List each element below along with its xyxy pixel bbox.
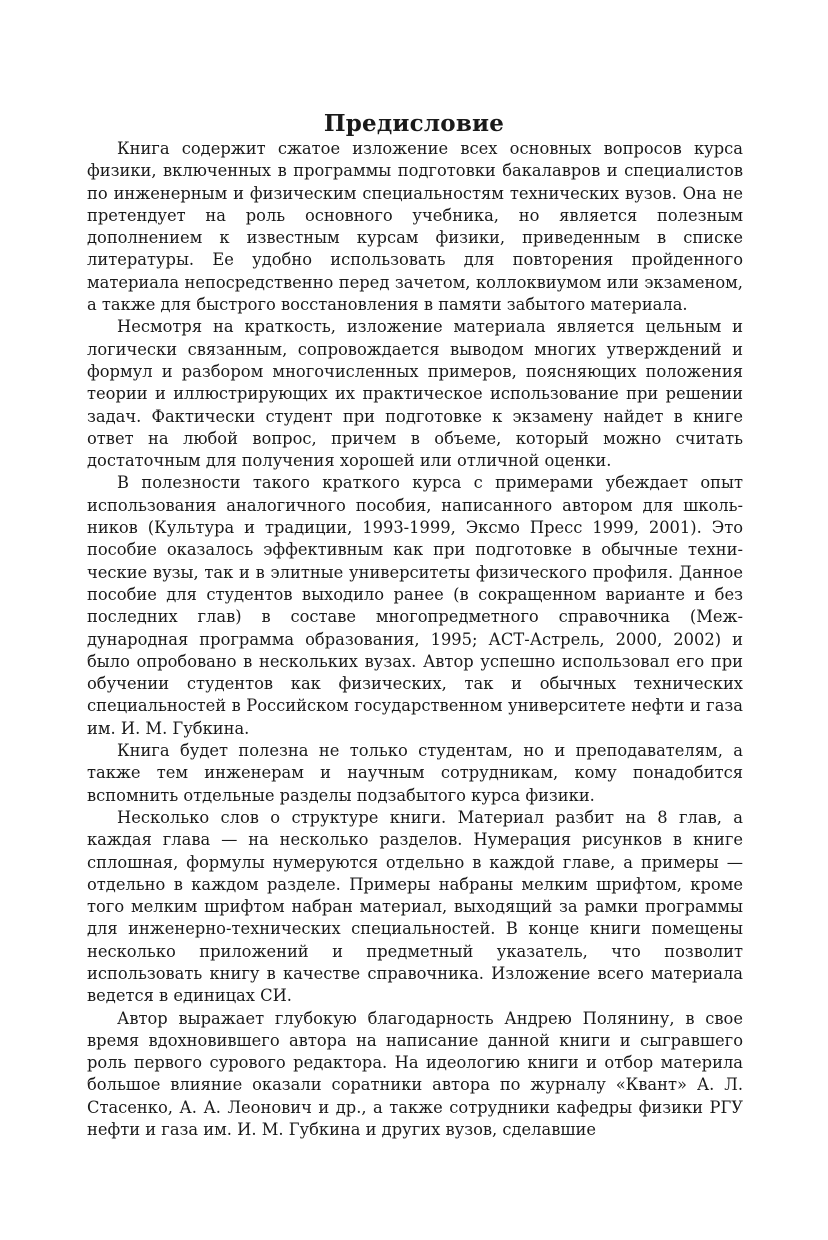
- paragraph-4: Книга будет полезна не только студентам, но и преподавателям, а также тем инженерам и научным сотрудникам, кому понадобится вспомнить отдельные разделы подзабытого курса физики.: [87, 741, 743, 805]
- paragraph-1: Книга содержит сжатое изложение всех основных вопросов курса физики, включенных в программы подготовки бакалавров и специалистов по инженерным и физическим специальностям технических вузов. Она не претендует на роль основного учебника, но является полезным дополнением к известным курсам физики, приведенным в списке литературы. Ее удобно использовать для повторения пройденного материала непосредственно перед зачетом, коллоквиумом или экзаменом, а также для быстрого восстановления в памяти забытого материала.: [87, 139, 743, 315]
- preface-body: [87, 138, 743, 1141]
- paragraph-3: В полезности такого краткого курса с примерами убеждает опыт использования аналогичного пособия, написанного автором для школьников (Культура и традиции, 1993-1999, Эксмо Пресс 1999, 2001). Это пособие оказалось эффективным как при подготовке в обычные технические вузы, так и в элитные университеты физического профиля. Данное пособие для студентов выходило ранее (в сокращенном варианте и без последних глав) в составе многопредметного справочника (Международная программа образования, 1995; АСТ-Астрель, 2000, 2002) и было опробовано в нескольких вузах. Автор успешно использовал его при обучении студентов как физических, так и обычных технических специальностей в Российском государственном университете нефти и газа им. И. М. Губкина.: [87, 473, 743, 738]
- page-title: Предисловие: [323, 110, 505, 138]
- paragraph-2: Несмотря на краткость, изложение материала является цельным и логически связанным, сопровождается выводом многих утверждений и формул и разбором многочисленных примеров, поясняющих положения теории и иллюстрирующих их практическое использование при решении задач. Фактически студент при подготовке к экзамену найдет в книге ответ на любой вопрос, причем в объеме, который можно считать достаточным для получения хорошей или отличной оценки.: [87, 317, 743, 471]
- paragraph-6: Автор выражает глубокую благодарность Андрею Полянину, в свое время вдохновившего автора на написание данной книги и сыгравшего роль первого сурового редактора. На идеологию книги и отбор материла большое влияние оказали соратники автора по журналу «Квант» А. Л. Стасенко, А. А. Леонович и др., а также сотрудники кафедры физики РГУ нефти и газа им. И. М. Губкина и других вузов, сделавшие: [87, 1008, 743, 1140]
- paragraph-5: Несколько слов о структуре книги. Материал разбит на 8 глав, а каждая глава — на несколько разделов. Нумерация рисунков в книге сплошная, формулы нумеруются отдельно в каждой главе, а примеры — отдельно в каждом разделе. Примеры набраны мелким шрифтом, кроме того мелким шрифтом набран материал, выходящий за рамки программы для инженерно-технических специальностей. В конце книги помещены несколько приложений и предметный указатель, что позволит использовать книгу в качестве справочника. Изложение всего материала ведется в единицах СИ.: [87, 807, 743, 1006]
